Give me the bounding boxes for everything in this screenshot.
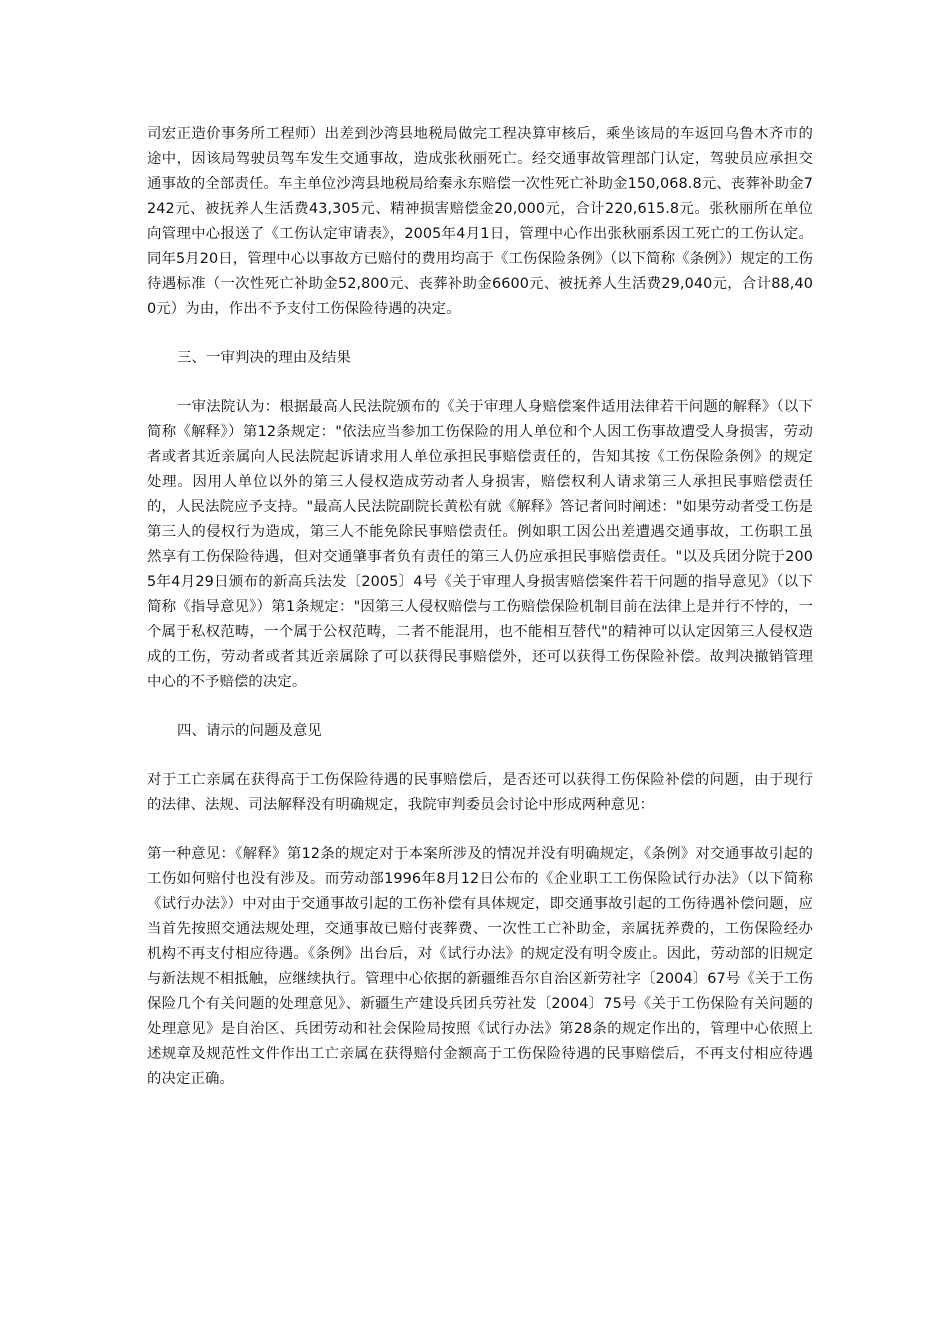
paragraph-first-opinion: 第一种意见：《解释》第12条的规定对于本案所涉及的情况并没有明确规定，《条例》对交通事故引起的工伤如何赔付也没有涉及。而劳动部1996年8月12日公布的《企业职工工伤保险试行办法》（以下简称《试行办法》）中对由于交通事故引起的工伤补偿有具体规定，即交通事故引起的工伤待遇补偿问题，应当首先按照交通法规处理，交通事故已赔付丧葬费、一次性工亡补助金，亲属抚养费的，工伤保险经办机构不再支付相应待遇。《条例》出台后，对《试行办法》的规定没有明令废止。因此，劳动部的旧规定与新法规不相抵触，应继续执行。管理中心依据的新疆维吾尔自治区新劳社字〔2004〕67号《关于工伤保险几个有关问题的处理意见》、新疆生产建设兵团兵劳社发〔2004〕75号《关于工伤保险有关问题的处理意见》是自治区、兵团劳动和社会保险局按照《试行办法》第28条的规定作出的，管理中心依照上述规章及规范性文件作出工亡亲属在获得赔付金额高于工伤保险待遇的民事赔偿后，不再支付相应待遇的决定正确。 [147,846,813,1087]
section-heading-questions: 四、请示的问题及意见 [177,723,322,739]
paragraph-case-facts: 司宏正造价事务所工程师）出差到沙湾县地税局做完工程决算审核后，乘坐该局的车返回乌鲁木齐市的途中，因该局驾驶员驾车发生交通事故，造成张秋丽死亡。经交通事故管理部门认定，驾驶员应承担交通事故的全部责任。车主单位沙湾县地税局给秦永东赔偿一次性死亡补助金150,068.8元、丧葬补助金7242元、被抚养人生活费43,305元、精神损害赔偿金20,000元，合计220,615.8元。张秋丽所在单位向管理中心报送了《工伤认定审请表》，2005年4月1日，管理中心作出张秋丽系因工死亡的工伤认定。同年5月20日，管理中心以事故方已赔付的费用均高于《工伤保险条例》（以下简称《条例》）规定的工伤待遇标准（一次性死亡补助金52,800元、丧葬补助金6600元、被抚养人生活费29,040元，合计88,400元）为由，作出不予支付工伤保险待遇的决定。 [147,126,813,317]
document-page [147,122,813,1092]
paragraph-first-instance-reasoning: 一审法院认为：根据最高人民法院颁布的《关于审理人身赔偿案件适用法律若干问题的解释》（以下简称《解释》）第12条规定："依法应当参加工伤保险的用人单位和个人因工伤事故遭受人身损害，劳动者或者其近亲属向人民法院起诉请求用人单位承担民事赔偿责任的，告知其按《工伤保险条例》的规定处理。因用人单位以外的第三人侵权造成劳动者人身损害，赔偿权利人请求第三人承担民事赔偿责任的，人民法院应予支持。"最高人民法院副院长黄松有就《解释》答记者问时阐述："如果劳动者受工伤是第三人的侵权行为造成，第三人不能免除民事赔偿责任。例如职工因公出差遭遇交通事故，工伤职工虽然享有工伤保险待遇，但对交通肇事者负有责任的第三人仍应承担民事赔偿责任。"以及兵团分院于2005年4月29日颁布的新高兵法发〔2005〕4号《关于审理人身损害赔偿案件若干问题的指导意见》（以下简称《指导意见》）第1条规定："因第三人侵权赔偿与工伤赔偿保险机制目前在法律上是并行不悖的，一个属于私权范畴，一个属于公权范畴，二者不能混用，也不能相互替代"的精神可以认定因第三人侵权造成的工伤，劳动者或者其近亲属除了可以获得民事赔偿外，还可以获得工伤保险补偿。故判决撤销管理中心的不予赔偿的决定。 [147,399,813,690]
paragraph-question-intro: 对于工亡亲属在获得高于工伤保险待遇的民事赔偿后，是否还可以获得工伤保险补偿的问题，由于现行的法律、法规、司法解释没有明确规定，我院审判委员会讨论中形成两种意见： [147,772,813,813]
section-heading-first-instance: 三、一审判决的理由及结果 [177,350,351,366]
